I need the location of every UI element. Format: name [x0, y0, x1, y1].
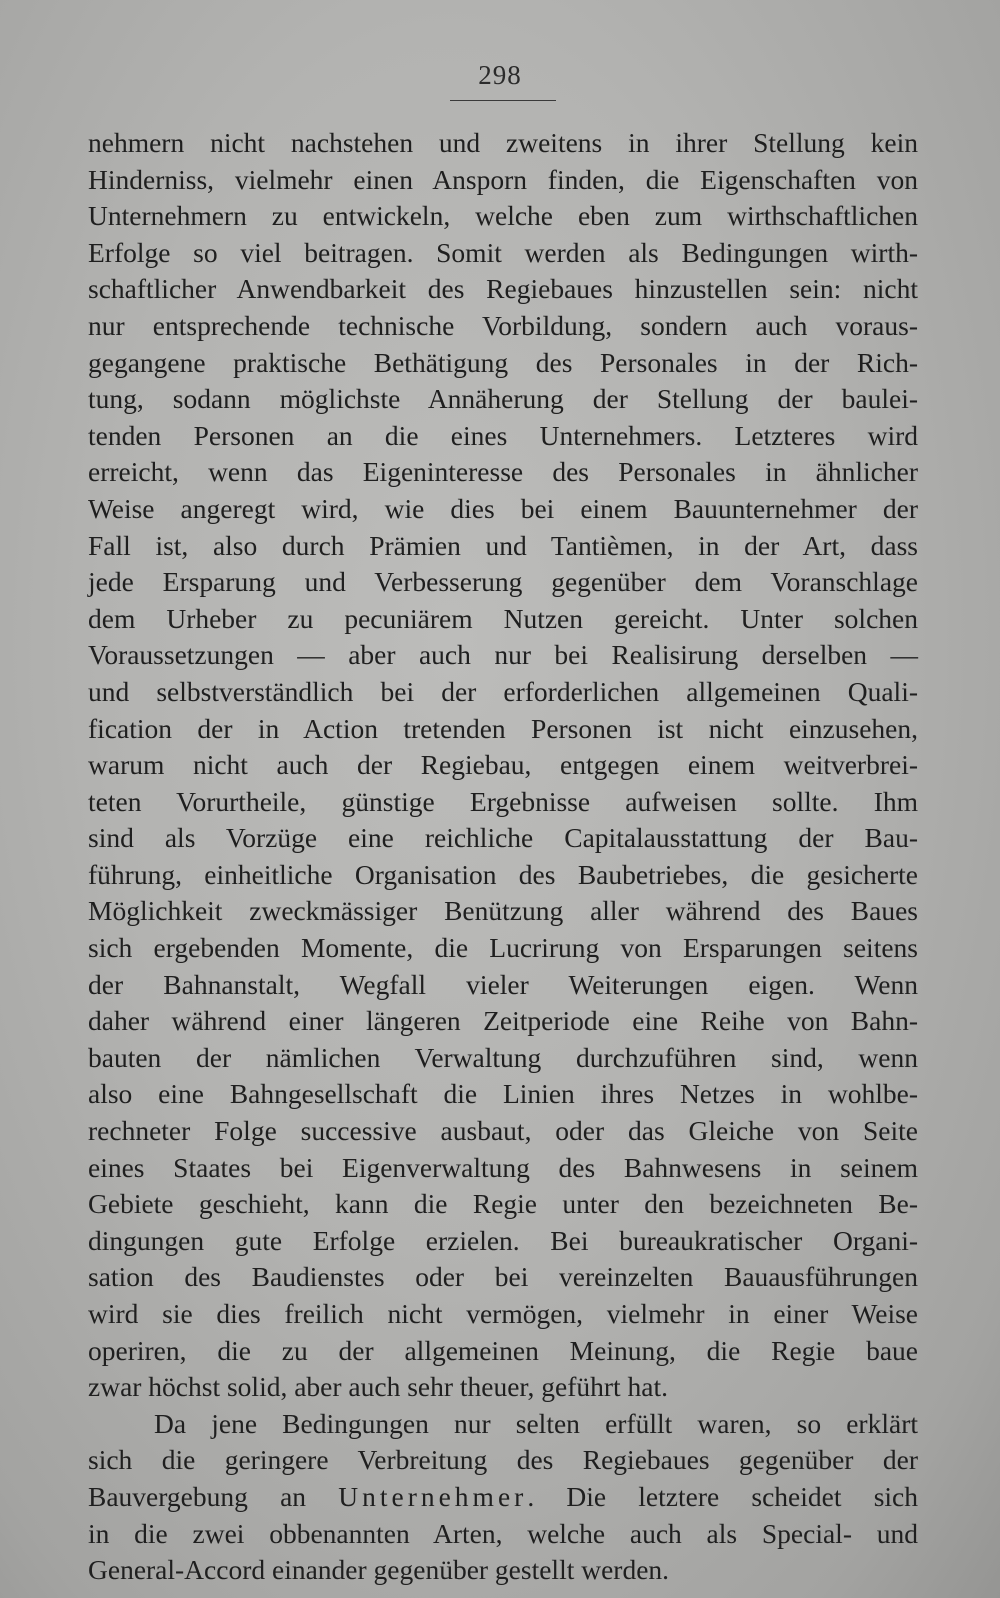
text-line: führung, einheitliche Organisation des Baubetriebes, die gesicherte — [88, 858, 918, 890]
text-line: nur entsprechende technische Vorbildung, sondern auch voraus- — [88, 309, 918, 341]
text-line: operiren, die zu der allgemeinen Meinung, die Regie baue — [88, 1334, 918, 1366]
text-line: Weise angeregt wird, wie dies bei einem Bauunternehmer der — [88, 492, 918, 524]
text-line: rechneter Folge successive ausbaut, oder das Gleiche von Seite — [88, 1115, 918, 1147]
text-line: tenden Personen an die eines Unternehmers. Letzteres wird — [88, 419, 918, 451]
text-line: sich ergebenden Momente, die Lucrirung von Ersparungen seitens — [88, 932, 918, 964]
text-line: also eine Bahngesellschaft die Linien ihres Netzes in wohlbe- — [88, 1078, 918, 1110]
text-line: der Bahnanstalt, Wegfall vieler Weiterungen eigen. Wenn — [88, 968, 918, 1000]
text-line: dingungen gute Erfolge erzielen. Bei bureaukratischer Organi- — [88, 1224, 918, 1256]
text-segment: . Die letztere scheidet sich — [527, 1480, 918, 1512]
text-line: sind als Vorzüge eine reichliche Capitalausstattung der Bau- — [88, 822, 918, 854]
text-segment: Bauvergebung an — [88, 1480, 339, 1512]
text-line: wird sie dies freilich nicht vermögen, vielmehr in einer Weise — [88, 1298, 918, 1329]
text-line: Möglichkeit zweckmässiger Benützung aller während des Baues — [88, 895, 918, 927]
header-rule — [450, 100, 556, 101]
text-line: jede Ersparung und Verbesserung gegenüber dem Voranschlage — [88, 566, 918, 598]
text-line: gegangene praktische Bethätigung des Personales in der Rich- — [88, 346, 918, 378]
emphasized-word: Unternehmer — [338, 1480, 528, 1512]
text-line: fication der in Action tretenden Personen ist nicht einzusehen, — [88, 712, 918, 744]
text-line: in die zwei obbenannten Arten, welche auch als Special- und — [88, 1517, 918, 1549]
text-line: tung, sodann möglichste Annäherung der Stellung der baulei- — [88, 383, 918, 415]
text-line: schaftlicher Anwendbarkeit des Regiebaues hinzustellen sein: nicht — [88, 273, 918, 305]
text-line: General-Accord einander gegenüber gestellt werden. — [88, 1554, 670, 1586]
body-text — [88, 125, 918, 1589]
text-line: warum nicht auch der Regiebau, entgegen einem weitverbrei- — [88, 749, 918, 781]
text-line: nehmern nicht nachstehen und zweitens in ihrer Stellung kein — [88, 127, 918, 158]
text-line: sation des Baudienstes oder bei vereinzelten Bauausführungen — [88, 1261, 918, 1293]
text-line: Hinderniss, vielmehr einen Ansporn finden, die Eigenschaften von — [88, 163, 918, 195]
text-line: bauten der nämlichen Verwaltung durchzuführen sind, wenn — [88, 1041, 918, 1073]
text-line: sich die geringere Verbreitung des Regiebaues gegenüber der — [88, 1444, 918, 1476]
text-line — [88, 1479, 918, 1516]
text-line: erreicht, wenn das Eigeninteresse des Personales in ähnlicher — [88, 456, 918, 488]
text-line: daher während einer längeren Zeitperiode eine Reihe von Bahn- — [88, 1005, 918, 1037]
text-line: Voraussetzungen — aber auch nur bei Realisirung derselben — — [88, 639, 918, 671]
text-line: eines Staates bei Eigenverwaltung des Bahnwesens in seinem — [88, 1151, 918, 1183]
text-line: Fall ist, also durch Prämien und Tantièmen, in der Art, dass — [88, 529, 918, 561]
text-line: Gebiete geschieht, kann die Regie unter den bezeichneten Be- — [88, 1188, 918, 1220]
text-line: Da jene Bedingungen nur selten erfüllt waren, so erklärt — [154, 1407, 918, 1439]
text-line: dem Urheber zu pecuniärem Nutzen gereicht. Unter solchen — [88, 602, 918, 634]
text-line: zwar höchst solid, aber auch sehr theuer, geführt hat. — [88, 1371, 668, 1403]
text-line: Unternehmern zu entwickeln, welche eben zum wirthschaftlichen — [88, 200, 918, 232]
text-line: teten Vorurtheile, günstige Ergebnisse aufweisen sollte. Ihm — [88, 785, 918, 817]
text-line: und selbstverständlich bei der erforderlichen allgemeinen Quali- — [88, 675, 918, 707]
text-line: Erfolge so viel beitragen. Somit werden als Bedingungen wirth- — [88, 236, 918, 268]
page-number: 298 — [478, 60, 522, 90]
